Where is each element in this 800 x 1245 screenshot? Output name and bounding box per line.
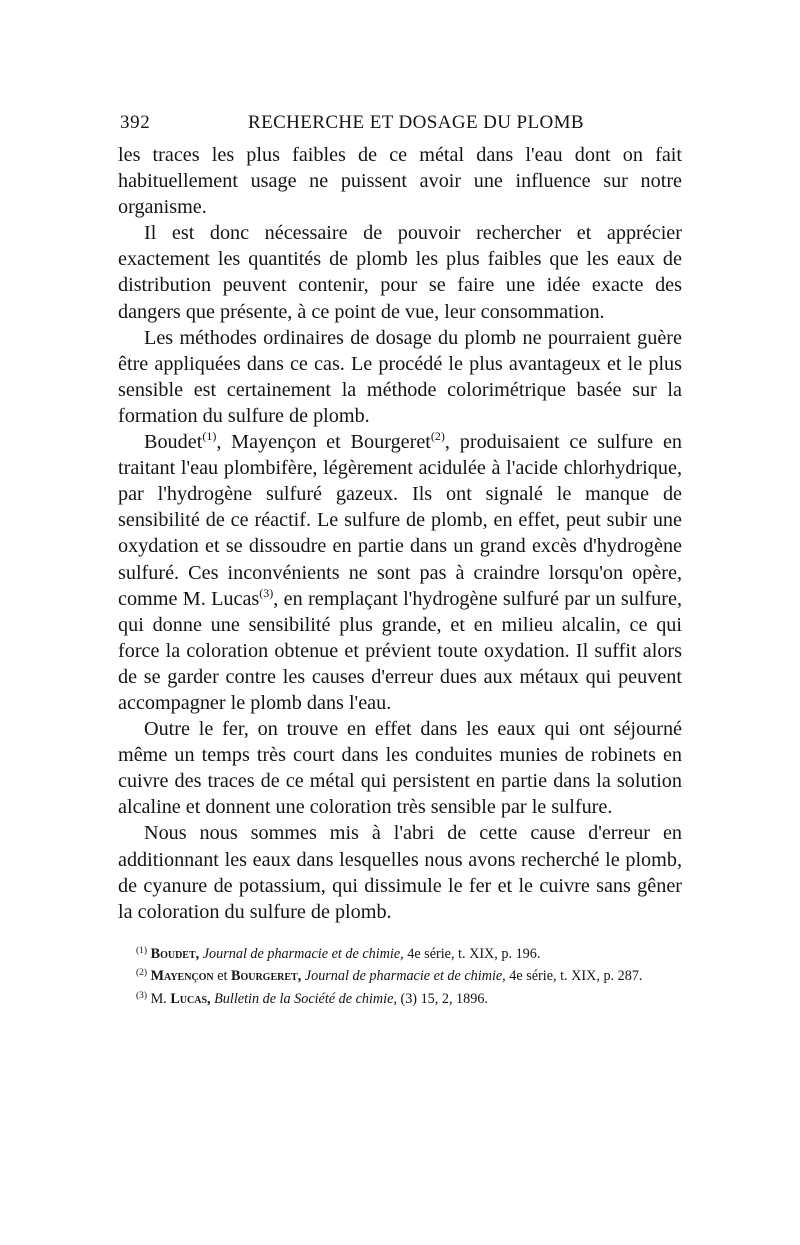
footnote-1 xyxy=(118,943,682,966)
footnote-detail: (3) 15, 2, 1896. xyxy=(396,990,488,1007)
footnote-lead: M. xyxy=(150,990,171,1007)
footnote-author: Lucas, xyxy=(170,990,211,1007)
paragraph-5: Outre le fer, on trouve en effet dans les eaux qui ont séjourné même un temps très court dans les conduites munies de robinets en cuivre des traces de ce métal qui persistent en partie dans la solution alcaline et donnent une coloration très sensible par le sulfure. xyxy=(118,718,682,819)
running-title: RECHERCHE ET DOSAGE DU PLOMB xyxy=(248,112,584,133)
footnote-detail: 4e série, t. XIX, p. 196. xyxy=(403,945,541,962)
main-text xyxy=(118,142,682,925)
paragraph-4-text-d: , en remplaçant l'hydrogène sulfuré par un sulfure, qui donne une sensibilité plus grande, et en milieu alcalin, ce qui force la coloration obtenue et prévient toute oxydation. Il suffit alors de se garder contre les causes d'erreur dues aux métaux qui peuvent accompagner le plomb dans l'eau. xyxy=(118,587,682,714)
footnote-journal: Bulletin de la Société de chimie, xyxy=(214,990,397,1007)
footnote-journal: Journal de pharmacie et de chimie, xyxy=(304,968,506,985)
footnote-detail: 4e série, t. XIX, p. 287. xyxy=(505,968,643,985)
footnote-reference-1: (1) xyxy=(202,429,217,444)
book-page xyxy=(118,112,682,1010)
paragraph-6: Nous nous sommes mis à l'abri de cette cause d'erreur en additionnant les eaux dans lesquelles nous avons recherché le plomb, de cyanure de potassium, qui dissimule le fer et le cuivre sans gêner la coloration du sulfure de plomb. xyxy=(118,822,682,923)
footnote-connector: et xyxy=(213,968,231,985)
footnote-3 xyxy=(118,988,682,1011)
footnote-reference-3: (3) xyxy=(259,585,274,600)
paragraph-1: les traces les plus faibles de ce métal dans l'eau dont on fait habituellement usage ne puissent avoir une influence sur notre organisme. xyxy=(118,144,682,219)
page-number: 392 xyxy=(120,112,151,133)
paragraph-4-text-a: Boudet xyxy=(144,431,203,454)
footnote-marker: (1) xyxy=(136,945,148,956)
footnote-journal: Journal de pharmacie et de chimie, xyxy=(202,945,404,962)
footnote-reference-2: (2) xyxy=(430,429,445,444)
footnote-marker: (3) xyxy=(136,990,148,1001)
footnote-author: Boudet, xyxy=(150,945,200,962)
paragraph-4-text-b: , Mayençon et Bourgeret xyxy=(216,431,431,454)
footnote-second-author: Bourgeret, xyxy=(231,968,302,985)
paragraph-4-text-c: , produisaient ce sulfure en traitant l'eau plombifère, légèrement acidulée à l'acide chlorhydrique, par l'hydrogène sulfuré gazeux. Ils ont signalé le manque de sensibilité de ce réactif. Le sulfure de plomb, en effet, peut subir une oxydation et se dissoudre en partie dans un grand excès d'hydrogène sulfuré. Ces inconvénients ne sont pas à craindre lorsqu'on opère, comme M. Lucas xyxy=(118,431,683,610)
running-header xyxy=(118,112,682,142)
paragraph-4 xyxy=(118,429,682,716)
footnote-author: Mayençon xyxy=(150,968,214,985)
paragraph-3: Les méthodes ordinaires de dosage du plomb ne pourraient guère être appliquées dans ce cas. Le procédé le plus avantageux et le plus sensible est certainement la méthode colorimétrique basée sur la formation du sulfure de plomb. xyxy=(118,326,682,427)
footnote-marker: (2) xyxy=(136,968,148,979)
paragraph-2: Il est donc nécessaire de pouvoir rechercher et apprécier exactement les quantités de plomb les plus faibles que les eaux de distribution peuvent contenir, pour se faire une idée exacte des dangers que présente, à ce point de vue, leur consommation. xyxy=(118,222,682,323)
footnotes xyxy=(118,943,682,1011)
footnote-2 xyxy=(118,965,682,988)
